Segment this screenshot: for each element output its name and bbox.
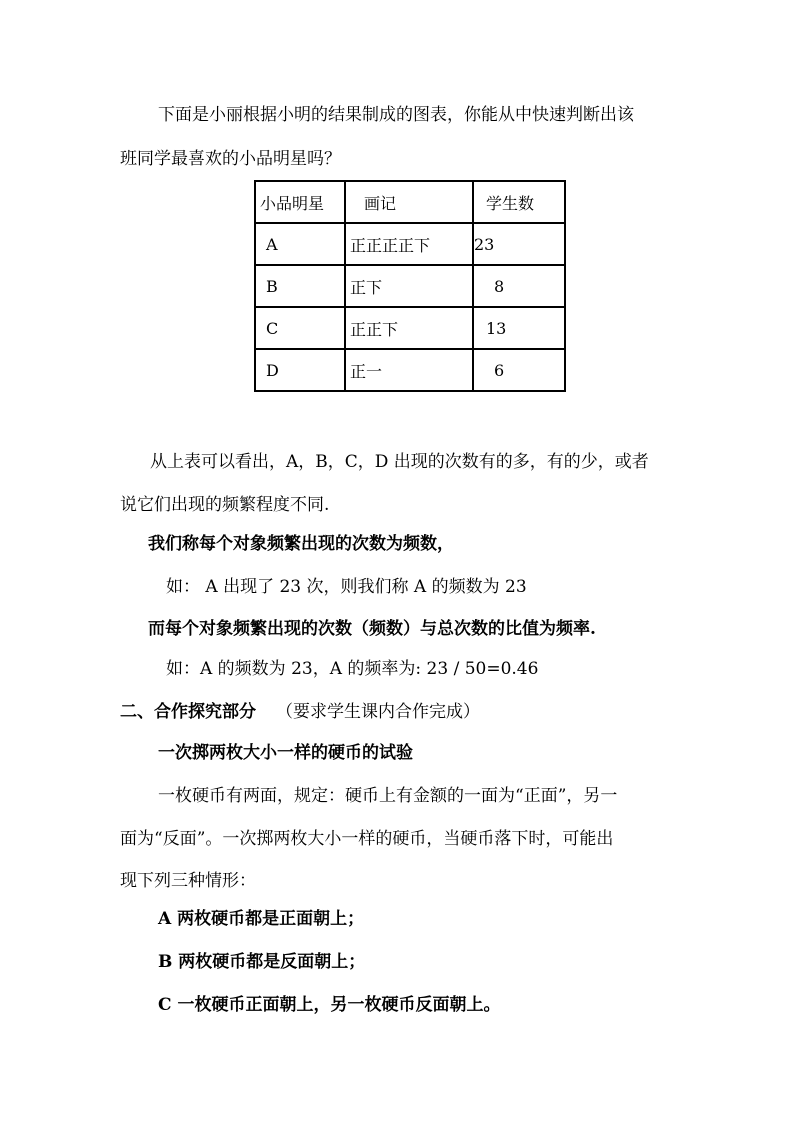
example-frequency-count: 如： A 出现了 23 次，则我们称 A 的频数为 23 (166, 577, 527, 597)
experiment-desc-line-1: 一枚硬币有两面，规定：硬币上有金额的一面为“正面”，另一 (158, 786, 618, 806)
experiment-desc-line-3: 现下列三种情形： (120, 871, 256, 891)
section-2-heading: 二、合作探究部分 (120, 702, 256, 722)
cell-star: B (255, 265, 345, 307)
definition-frequency-rate: 而每个对象频繁出现的次数（频数）与总次数的比值为频率. (148, 619, 596, 639)
header-star: 小品明星 (255, 181, 345, 223)
cell-tally: 正一 (345, 349, 473, 391)
table-row (255, 265, 565, 307)
section-2-heading-row (120, 701, 480, 723)
cell-tally: 正下 (345, 265, 473, 307)
case-c: C 一枚硬币正面朝上，另一枚硬币反面朝上。 (158, 995, 501, 1015)
experiment-title: 一次掷两枚大小一样的硬币的试验 (158, 743, 413, 763)
cell-star: C (255, 307, 345, 349)
intro-line-2: 班同学最喜欢的小品明星吗？ (120, 149, 341, 169)
section-2-note: （要求学生课内合作完成） (276, 702, 480, 722)
table-row (255, 307, 565, 349)
header-tally: 画记 (345, 181, 473, 223)
tally-table (254, 180, 566, 392)
table-row (255, 223, 565, 265)
example-frequency-rate: 如：A 的频数为 23，A 的频率为: 23 / 50=0.46 (166, 659, 539, 679)
case-a: A 两枚硬币都是正面朝上； (158, 909, 365, 929)
cell-tally: 正正正正下 (345, 223, 473, 265)
cell-tally: 正正下 (345, 307, 473, 349)
analysis-line-1: 从上表可以看出，A，B，C，D 出现的次数有的多，有的少，或者 (150, 452, 649, 472)
header-count: 学生数 (473, 181, 565, 223)
experiment-desc-line-2: 面为“反面”。一次掷两枚大小一样的硬币，当硬币落下时，可能出 (120, 829, 614, 849)
analysis-line-2: 说它们出现的频繁程度不同. (120, 495, 330, 515)
definition-frequency-count: 我们称每个对象频繁出现的次数为频数， (148, 534, 454, 554)
cell-count: 6 (473, 349, 565, 391)
cell-count: 13 (473, 307, 565, 349)
table-row (255, 349, 565, 391)
cell-star: D (255, 349, 345, 391)
intro-line-1: 下面是小丽根据小明的结果制成的图表，你能从中快速判断出该 (158, 105, 634, 125)
cell-star: A (255, 223, 345, 265)
cell-count: 8 (473, 265, 565, 307)
cell-count: 23 (473, 223, 565, 265)
case-b: B 两枚硬币都是反面朝上； (158, 952, 366, 972)
table-header-row (255, 181, 565, 223)
